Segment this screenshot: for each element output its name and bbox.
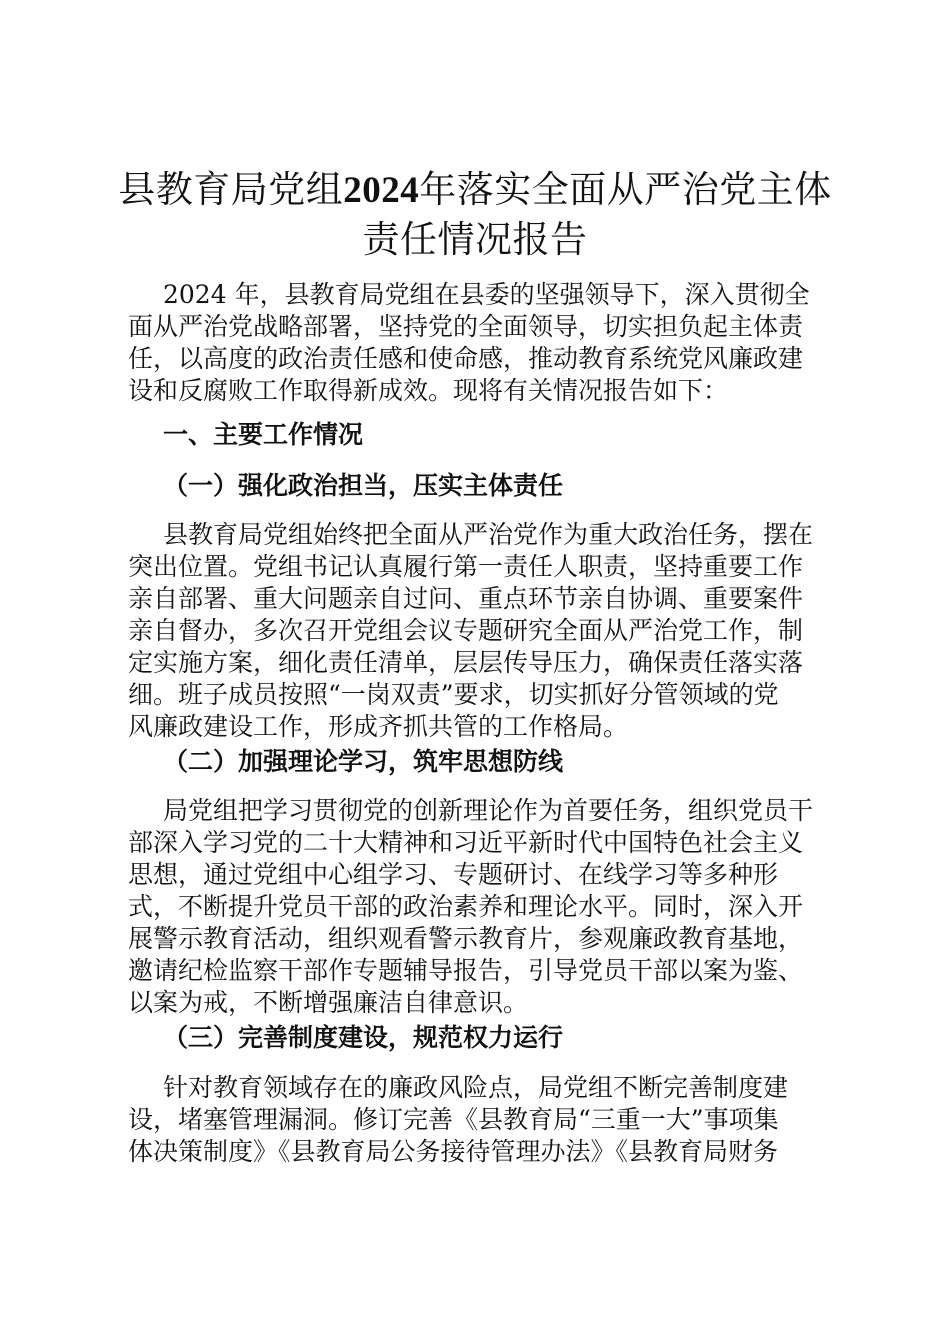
title-year: 2024 [343, 170, 420, 211]
paragraph-line: 县教育局党组始终把全面从严治党作为重大政治任务，摆在 [163, 520, 814, 549]
paragraph-line: 邀请纪检监察干部作专题辅导报告，引导党员干部以案为鉴、 [128, 956, 804, 985]
intro-line: 任，以高度的政治责任感和使命感，推动教育系统党风廉政建 [128, 344, 804, 373]
paragraph-line: 设，堵塞管理漏洞。修订完善《县教育局“三重一大”事项集 [128, 1105, 779, 1134]
paragraph-line: 式，不断提升党员干部的政治素养和理论水平。同时，深入开 [128, 892, 804, 921]
section-heading: 一、主要工作情况 [163, 420, 364, 449]
intro-line: 2024 年，县教育局党组在县委的坚强领导下，深入贯彻全 [163, 280, 810, 309]
intro-line: 设和反腐败工作取得新成效。现将有关情况报告如下： [128, 376, 729, 405]
subsection-heading: （一）强化政治担当，压实主体责任 [163, 471, 564, 500]
paragraph-line: 体决策制度》《县教育局公务接待管理办法》《县教育局财务 [128, 1137, 779, 1166]
subsection-heading: （二）加强理论学习，筑牢思想防线 [163, 747, 564, 776]
paragraph-line: 思想，通过党组中心组学习、专题研讨、在线学习等多种形 [128, 860, 779, 889]
paragraph-line: 以案为戒，不断增强廉洁自律意识。 [128, 988, 529, 1017]
document-title-line-2: 责任情况报告 [362, 218, 588, 261]
intro-line: 面从严治党战略部署，坚持党的全面领导，切实担负起主体责 [128, 312, 804, 341]
title-text-post: 年落实全面从严治党主体 [419, 168, 832, 211]
paragraph-line: 突出位置。党组书记认真履行第一责任人职责，坚持重要工作 [128, 552, 804, 581]
paragraph-line: 亲自部署、重大问题亲自过问、重点环节亲自协调、重要案件 [128, 584, 804, 613]
paragraph-line: 针对教育领域存在的廉政风险点，局党组不断完善制度建 [163, 1073, 789, 1102]
subsection-heading: （三）完善制度建设，规范权力运行 [163, 1023, 564, 1052]
paragraph-line: 亲自督办，多次召开党组会议专题研究全面从严治党工作，制 [128, 616, 804, 645]
paragraph-line: 展警示教育活动，组织观看警示教育片，参观廉政教育基地， [128, 924, 804, 953]
title-text-pre: 县教育局党组 [118, 168, 344, 211]
paragraph-line: 定实施方案，细化责任清单，层层传导压力，确保责任落实落 [128, 648, 804, 677]
paragraph-line: 风廉政建设工作，形成齐抓共管的工作格局。 [128, 712, 629, 741]
document-title-line-1 [100, 165, 850, 216]
paragraph-line: 局党组把学习贯彻党的创新理论作为首要任务，组织党员干 [163, 796, 814, 825]
paragraph-line: 部深入学习党的二十大精神和习近平新时代中国特色社会主义 [128, 828, 804, 857]
paragraph-line: 细。班子成员按照“一岗双责”要求，切实抓好分管领域的党 [128, 680, 779, 709]
